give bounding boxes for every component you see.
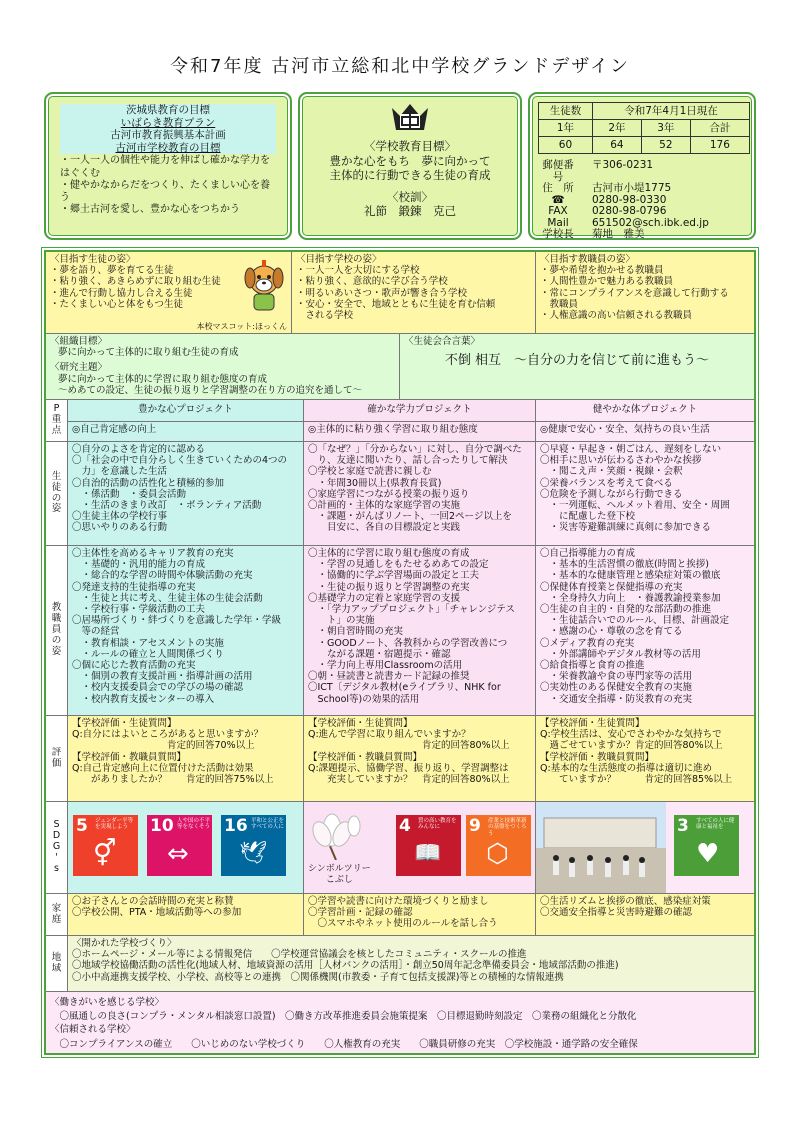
- list-item: 〇メディア教育の充実: [540, 637, 635, 649]
- list-item: 【学校評価・教職員質問】: [540, 751, 655, 763]
- list-item: 〇主体性を高めるキャリア教育の充実: [72, 548, 234, 559]
- school-goal-line: 豊かな心をもち 夢に向かって: [329, 153, 491, 168]
- list-item: 【学校評価・生徒質問】: [308, 718, 413, 729]
- stats-heading: 生徒数: [539, 103, 593, 120]
- list-item: 〇コンプライアンスの確立 〇いじめのない学校づくり 〇人権教育の充実 〇職員研修の充実 〇学校施設・通学路の安全確保: [50, 1038, 638, 1050]
- gender-icon: ⚥: [93, 839, 117, 869]
- phone-icon: ☎: [551, 193, 565, 206]
- aim-item: 教職員: [540, 298, 579, 310]
- list-item: ・校内教育支援センターの導入: [72, 693, 215, 705]
- list-item: 〇生徒の自主的・自発的な部活動の推進: [540, 604, 712, 616]
- list-item: ていますか？ 肯定的回答85%以上: [540, 774, 733, 786]
- list-item: 【学校評価・教職員質問】: [72, 751, 187, 763]
- prefecture-goals-box: [44, 92, 292, 240]
- motto-text: 礼節 鍛錬 克己: [364, 203, 456, 218]
- org-goal: 夢に向かって主体的に取り組む生徒の育成: [58, 347, 239, 359]
- list-item: 〇主体的に学習に取り組む態度の育成: [308, 548, 470, 559]
- row-label-student: 生 徒 の 姿: [46, 442, 68, 546]
- goals-item: ・健やかなからだをつくり、たくましい心を養う: [60, 179, 270, 203]
- cubes-icon: ⬡: [486, 839, 509, 869]
- list-item: ながる課題・宿題提示・確認: [308, 648, 451, 660]
- list-item: ・総合的な学習の時間や体験活動の充実: [72, 570, 253, 582]
- home-col-2: [304, 894, 536, 936]
- grade-header: 1年: [539, 120, 593, 137]
- list-item: 〇給食指導と食育の推進: [540, 660, 645, 672]
- list-item: ・教育相談・アセスメントの実施: [72, 637, 224, 649]
- list-item: 〈働きがいを感じる学校〉: [50, 997, 165, 1008]
- council-cell: [400, 334, 754, 400]
- grade-header: 合計: [690, 120, 749, 137]
- list-item: 〇生徒主体の学校行事: [72, 511, 168, 523]
- list-item: ・基本的生活習慣の徹底(時間と挨拶): [540, 559, 709, 571]
- list-item: 〇自己指導能力の育成: [540, 548, 636, 559]
- list-item: 〇生活リズムと挨拶の徹底、感染症対策: [540, 896, 711, 907]
- list-item: 〇朝・昼読書と読書カード記録の推奨: [308, 671, 470, 683]
- list-item: 〈信頼される学校〉: [50, 1024, 136, 1036]
- list-item: 〇お子さんとの会話時間の充実と称賛: [72, 896, 234, 907]
- org-goal-cell: [46, 334, 400, 400]
- list-item: 充実していますか？ 肯定的回答80%以上: [308, 774, 510, 786]
- eval-col-3: [536, 716, 754, 802]
- student-col-2: [304, 442, 536, 546]
- list-item: Q:自己肯定感向上に位置付けた活動は効果: [72, 762, 254, 774]
- aim-heading: 〈目指す生徒の姿〉: [50, 254, 136, 265]
- aim-item: ・粘り強く、意欲的に学び合う学校: [296, 276, 448, 288]
- list-item: 〇ホームページ・メール等による情報発信 〇学校運営協議会を核としたコミュニティ・スクールの推進: [72, 949, 527, 961]
- list-item: ・生活のきまり改訂 ・ボランティア活動: [72, 500, 262, 512]
- council-heading: 〈生徒会合言葉〉: [404, 336, 481, 347]
- list-item: 〇スマホやネット使用のルールを話し合う: [308, 918, 498, 930]
- list-item: 〇自分のよさを肯定的に認める: [72, 444, 206, 455]
- mascot-caption: 本校マスコット:ほっくん: [196, 321, 287, 331]
- aim-item: ・明るいあいさつ・歌声が響き合う学校: [296, 287, 468, 299]
- list-item: ・朝自習時間の充実: [308, 626, 404, 638]
- book-icon: 📖: [414, 841, 442, 866]
- council-slogan: 不倒 相互 ～自分の力を信じて前に進もう～: [444, 353, 710, 369]
- magnolia-flower-icon: [310, 806, 366, 860]
- list-item: ・係活動 ・委員会活動: [72, 488, 187, 500]
- page-title: 令和7年度 古河市立総和北中学校グランドデザイン: [170, 56, 630, 77]
- row-label-eval: 評 価: [46, 716, 68, 802]
- aim-heading: 〈目指す学校の姿〉: [296, 254, 382, 265]
- aim-item: ・安心・安全で、地域とともに生徒を育む信頼: [296, 298, 496, 310]
- sdg-num: 3: [677, 816, 689, 836]
- list-item: 〇ICT〔デジタル教材(eライブラリ、NHK for: [308, 682, 501, 694]
- list-item: ・栄養教諭や食の専門家等の活用: [540, 671, 693, 683]
- goals-item: ・郷土古河を愛し、豊かな心をつちかう: [60, 204, 240, 216]
- list-item: Q:学校生活は、安心でさわやかな気持ちで: [540, 729, 722, 741]
- list-item: 〇居場所づくり・絆づくりを意識した学年・学級: [72, 615, 282, 627]
- sdg-goal-9-icon: [466, 815, 531, 876]
- list-item: ・生徒と共に考え、生徒主体の生徒会活動: [72, 592, 263, 604]
- list-item: ・基礎的・汎用的能力の育成: [72, 559, 206, 571]
- sdg-text: 平和と公正をすべての人に: [251, 818, 285, 831]
- list-item: ・生徒話合いでのルール、目標、計画設定: [540, 615, 730, 627]
- mascot-dog-icon: [242, 258, 286, 312]
- sdg-goal-5-icon: [73, 815, 138, 876]
- row-label-region: 地 域: [46, 936, 68, 992]
- list-item: Q:基本的な生活態度の指導は適切に進め: [540, 762, 713, 774]
- list-item: ・災害等避難訓練に真剣に参加できる: [540, 522, 712, 534]
- list-item: Q:進んで学習に取り組んでいますか？: [308, 729, 471, 741]
- list-item: ・聞こえ声・笑顔・視線・会釈: [540, 466, 683, 478]
- list-item: 〈開かれた学校づくり〉: [72, 938, 177, 949]
- goals-h1: 茨城県教育の目標: [126, 104, 210, 116]
- list-item: 〇交通安全指導と災害時避難の確認: [540, 907, 693, 919]
- list-item: ・課題・がんばリノート、一回2ページ以上を: [308, 511, 512, 523]
- list-item: 【学校評価・生徒質問】: [540, 718, 645, 729]
- list-item: 〇相手に思いが伝わるさわやかな挨拶: [540, 455, 702, 467]
- row-label-sdgs: S D G ' s: [46, 802, 68, 894]
- aim-item: ・一人一人を大切にする学校: [296, 265, 420, 277]
- list-item: 〇学習や読書に向けた環境づくりと励まし: [308, 896, 489, 907]
- aim-item: ・人間性豊かで魅力ある教職員: [540, 276, 674, 288]
- aim-student-cell: [46, 252, 292, 334]
- eval-col-1: [68, 716, 304, 802]
- list-item: 〇発達支持的生徒指導の充実: [72, 581, 196, 593]
- list-item: り、友達に聞いたり、話し合ったりして解決: [308, 455, 508, 467]
- goals-h4: 古河市学校教育の目標: [115, 141, 221, 154]
- stats-date: 令和7年4月1日現在: [592, 103, 749, 120]
- sdg-num: 5: [76, 816, 88, 836]
- info-value: 菊地 雅美: [592, 228, 645, 241]
- list-item: ・学校行事・学級活動の工夫: [72, 604, 206, 616]
- list-item: ・ルールの確立と人間関係づくり: [72, 648, 224, 660]
- list-item: ・全身持久力向上 ・養護教諭授業参加: [540, 592, 721, 604]
- sdg-num: 9: [469, 816, 481, 836]
- aim-item: ・粘り強く、あきらめずに取り組む生徒: [50, 276, 221, 288]
- sdg-text: 産業と技術革新の基盤をつくろう: [488, 818, 527, 837]
- info-key: 学校長: [542, 228, 574, 241]
- goals-item: ・一人一人の個性や能力を伸ばし確かな学力をはぐくむ: [60, 155, 270, 179]
- list-item: 〇学校と家庭で読書に親しむ: [308, 466, 432, 478]
- research-subtheme: ～めあての設定、生徒の振り返りと学習調整の在り方の追究を通して～: [58, 384, 363, 396]
- goals-list: [60, 155, 276, 216]
- list-item: ・生徒の振り返りと学習調整の充実: [308, 581, 470, 593]
- grade-count: 64: [592, 137, 641, 154]
- sdg-goal-16-icon: [221, 815, 286, 876]
- list-item: ・一列運転、ヘルメット着用、安全・周囲: [540, 500, 730, 512]
- home-col-3: [536, 894, 754, 936]
- project-header: 豊かな心プロジェクト: [68, 400, 304, 422]
- list-item: 〇学習計画・記録の確認: [308, 907, 413, 919]
- info-value: 〒306-0231: [592, 159, 654, 171]
- equality-icon: ⇔: [167, 839, 189, 869]
- school-goal-box: [298, 92, 522, 240]
- goals-headings: [60, 104, 276, 154]
- sdg-num: 10: [150, 816, 174, 836]
- list-item: 力」を意識した生活: [72, 466, 168, 478]
- list-item: 〇栄養バランスを考えて食べる: [540, 477, 673, 489]
- goals-h2: いばらき教育プラン: [120, 116, 216, 129]
- students-photo: [536, 802, 666, 894]
- project-header: 確かな学力プロジェクト: [304, 400, 536, 422]
- list-item: 〇危険を予測しながら行動できる: [540, 488, 683, 500]
- list-item: School等)の効果的活用: [308, 693, 420, 705]
- aim-item: ・人権意識の高い信頼される教職員: [540, 310, 693, 322]
- list-item: 〇「社会の中で自分らしく生きていくための4つの: [72, 455, 288, 467]
- list-item: ・学習の見通しをもたせるめあての設定: [308, 559, 489, 571]
- sdg-goal-4-icon: [396, 815, 461, 876]
- sdg-goal-10-icon: [147, 815, 212, 876]
- info-value: 0280-98-0796: [592, 205, 667, 218]
- list-item: 肯定的回答70%以上: [72, 740, 255, 752]
- eval-col-2: [304, 716, 536, 802]
- grade-header: 3年: [641, 120, 690, 137]
- aim-heading: 〈目指す教職員の姿〉: [540, 254, 636, 265]
- info-key: FAX: [548, 205, 568, 218]
- row-label-home: 家 庭: [46, 894, 68, 936]
- list-item: Q:自分にはよいところがあると思いますか？: [72, 729, 264, 741]
- heartbeat-icon: ♥: [696, 839, 720, 869]
- aim-item: ・夢や希望を抱かせる教職員: [540, 265, 664, 277]
- list-item: ・個別の教育支援計画・指導計画の活用: [72, 671, 253, 683]
- info-key: 郵便番号: [542, 159, 574, 183]
- info-key: Mail: [547, 216, 569, 229]
- list-item: 〇基礎学力の定着と家庭学習の支援: [308, 592, 461, 604]
- symbol-tree-caption: シンボルツリー こぶし: [308, 864, 371, 885]
- list-item: 〇早寝・早起き・朝ごはん、遅刻をしない: [540, 444, 722, 455]
- aim-school-cell: [292, 252, 536, 334]
- list-item: ・交通安全指導・防災教育の充実: [540, 693, 693, 705]
- aim-item: ・進んで行動し協力し合える生徒: [50, 287, 193, 299]
- list-item: ト」の実施: [308, 615, 375, 627]
- org-heading: 〈組織目標〉: [50, 336, 108, 347]
- list-item: 〇保健体育授業と保健指導の充実: [540, 581, 683, 593]
- region-cell: [68, 936, 754, 992]
- staff-col-1: [68, 546, 304, 716]
- info-value: 古河市小堤1775: [592, 182, 672, 195]
- list-item: 〇「なぜ？」「分からない」に対し、自分で調べた: [308, 444, 522, 455]
- list-item: ・校内支援委員会での学びの場の確認: [72, 682, 244, 694]
- work-cell: [46, 992, 754, 1053]
- staff-col-2: [304, 546, 536, 716]
- project-header: 健やかな体プロジェクト: [536, 400, 754, 422]
- focus-item: ◎自己肯定感の向上: [68, 422, 304, 442]
- row-label-focus: P 重 点: [46, 400, 68, 442]
- goals-h3: 古河市教育振興基本計画: [110, 129, 226, 142]
- list-item: ・外部講師やデジタル教材等の活用: [540, 648, 701, 660]
- info-value: 651502@sch.ibk.ed.jp: [592, 216, 709, 229]
- list-item: ・「学力アッププロジェクト」「チャレンジテス: [308, 604, 516, 616]
- list-item: Q:課題提示、協働学習、振り返り、学習調整は: [308, 762, 509, 774]
- grade-count: 176: [690, 137, 749, 154]
- list-item: 〇風通しの良さ(コンプラ・メンタル相談窓口設置) 〇働き方改革推進委員会施策提案 〇目標退勤時刻設定 〇業務の組織化と分散化: [50, 1011, 637, 1023]
- home-col-1: [68, 894, 304, 936]
- grade-count: 60: [539, 137, 593, 154]
- list-item: ・協働的に学ぶ学習場面の設定と工夫: [308, 570, 480, 582]
- list-item: ・基本的な健康管理と感染症対策の徹底: [540, 570, 721, 582]
- list-item: 〇思いやりのある行動: [72, 522, 168, 534]
- aim-item: ・たくましい心と体をもつ生徒: [50, 298, 184, 310]
- list-item: ・年間30冊以上(県教育長賞): [308, 477, 442, 489]
- student-col-3: [536, 442, 754, 546]
- research-heading: 〈研究主題〉: [50, 362, 108, 374]
- list-item: 〇学校公開、PTA・地域活動等への参加: [72, 907, 242, 919]
- list-item: 〇個に応じた教育活動の充実: [72, 660, 196, 672]
- info-value: 0280-98-0330: [592, 193, 667, 206]
- aim-item: ・夢を語り、夢を育てる生徒: [50, 265, 174, 277]
- list-item: 〇自治的活動の活性化と積極的参加: [72, 477, 225, 489]
- list-item: 〇家庭学習につながる授業の振り返り: [308, 488, 470, 500]
- design-grid: [44, 250, 756, 1055]
- student-col-1: [68, 442, 304, 546]
- school-stats-box: [528, 92, 756, 240]
- list-item: 目安に、各自の目標設定と実践: [308, 522, 461, 534]
- school-goal-line: 主体的に行動できる生徒の育成: [329, 168, 491, 183]
- student-count-table: [538, 102, 750, 154]
- list-item: 〇地域学校協働活動の活性化(地域人材、地域資源の活用［人材バンクの活用］・創立50周年記念準備委員会・地域部活動の推進): [72, 960, 619, 972]
- motto-heading: 〈校訓〉: [387, 189, 433, 204]
- list-item: 〇小中高連携支援学校、小学校、高校等との連携 〇関係機関(市教委・子育て包括支援課)等との積極的な情報連携: [72, 971, 564, 983]
- list-item: 【学校評価・生徒質問】: [72, 718, 177, 729]
- grade-count: 52: [641, 137, 690, 154]
- grade-header: 2年: [592, 120, 641, 137]
- school-emblem-icon: [390, 100, 430, 134]
- list-item: 肯定的回答80%以上: [308, 740, 510, 752]
- list-item: 〇計画的・主体的な家庭学習の実施: [308, 500, 461, 512]
- sdg-num: 4: [399, 816, 411, 836]
- list-item: がありましたか？ 肯定的回答75%以上: [72, 774, 274, 786]
- sdg-text: ジェンダー平等を実現しよう: [95, 818, 134, 831]
- aim-staff-cell: [536, 252, 754, 334]
- focus-item: ◎健康で安心・安全、気持ちの良い生活: [536, 422, 754, 442]
- research-theme: 夢に向かって主体的に学習に取り組む態度の育成: [58, 373, 268, 385]
- list-item: 【学校評価・教職員質問】: [308, 751, 423, 763]
- sdg-num: 16: [224, 816, 248, 836]
- list-item: に配慮した登下校: [540, 511, 636, 523]
- row-label-staff: 教 職 員 の 姿: [46, 546, 68, 716]
- focus-item: ◎主体的に粘り強く学習に取り組む態度: [304, 422, 536, 442]
- staff-col-3: [536, 546, 754, 716]
- sdg-goal-3-icon: [674, 815, 739, 876]
- aim-item: ・常にコンプライアンスを意識して行動する: [540, 287, 729, 299]
- list-item: ・GOODノート、各教科からの学習改善につ: [308, 637, 508, 649]
- contact-info: [538, 160, 746, 241]
- list-item: 等の経営: [72, 626, 120, 638]
- sdg-text: 質の高い教育をみんなに: [418, 818, 457, 831]
- sdg-text: すべての人に健康と福祉を: [696, 818, 735, 831]
- list-item: ・学力向上専用Classroomの活用: [308, 660, 463, 672]
- school-goal-heading: 〈学校教育目標〉: [364, 139, 456, 154]
- sdg-text: 人や国の不平等をなくそう: [177, 818, 211, 831]
- list-item: 〇実効性のある保健安全教育の実施: [540, 682, 693, 694]
- aim-item: される学校: [296, 310, 354, 322]
- list-item: ・感謝の心・尊敬の念を育てる: [540, 626, 683, 638]
- info-key: 住 所: [542, 182, 574, 195]
- dove-icon: 🕊: [239, 841, 267, 866]
- list-item: 過ごせていますか？肯定的回答80%以上: [540, 740, 723, 752]
